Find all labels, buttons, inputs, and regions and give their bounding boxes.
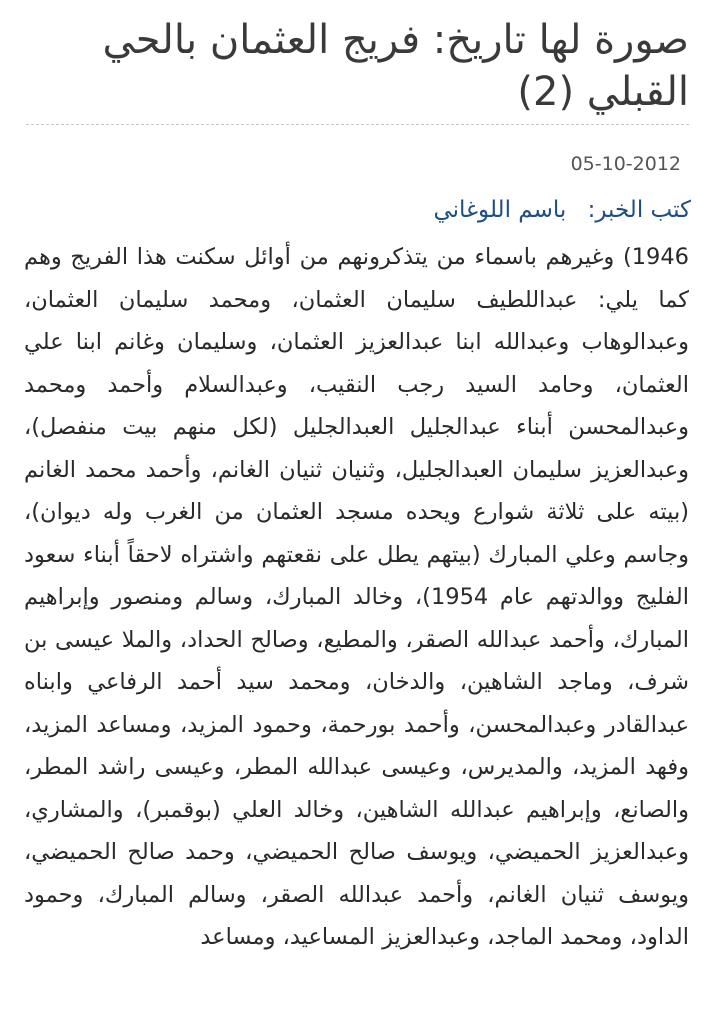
article-date: 05-10-2012 <box>570 153 681 175</box>
article-body: 1946) وغيرهم باسماء من يتذكرونهم من أوائل سكنت هذا الفريج وهم كما يلي: عبداللطيف سليمان العثمان، ومحمد سليمان العثمان، وعبدالوهاب وعبدالله ابنا عبدالعزيز العثمان، وسليمان وغانم ابنا علي العثمان، وحامد السيد رجب النقيب، وعبدالسلام وأحمد ومحمد وعبدالمحسن أبناء عبدالجليل العبدالجليل (لكل منهم بيت منفصل)، وعبدالعزيز سليمان العبدالجليل، وثنيان ثنيان الغانم، وأحمد محمد الغانم (بيته على ثلاثة شوارع ويحده مسجد العثمان من الغرب وله ديوان)، وجاسم وعلي المبارك (بيتهم يطل على نقعتهم واشتراه لاحقاً أبناء سعود الفليج ووالدتهم عام 1954)، وخالد المبارك، وسالم ومنصور وإبراهيم المبارك، وأحمد عبدالله الصقر، والمطيع، وصالح الحداد، والملا عيسى بن شرف، وماجد الشاهين، والدخان، ومحمد سيد أحمد الرفاعي وابناه عبدالقادر وعبدالمحسن، وأحمد بورحمة، وحمود المزيد، ومساعد المزيد، وفهد المزيد، والمديرس، وعيسى عبدالله المطر، وعيسى راشد المطر، والصانع، وإبراهيم عبدالله الشاهين، وخالد العلي (بوقمبر)، والمشاري، وعبدالعزيز الحميضي، ويوسف صالح الحميضي، وحمد صالح الحميضي، ويوسف ثنيان الغانم، وأحمد عبدالله الصقر، وسالم المبارك، وحمود الداود، ومحمد الماجد، وعبدالعزيز المساعيد، ومساعد <box>24 244 689 950</box>
author-label: كتب الخبر: <box>587 197 691 223</box>
author-name[interactable]: باسم اللوغاني <box>433 197 567 223</box>
title-divider <box>26 124 689 125</box>
author-line <box>433 197 691 223</box>
article-title: صورة لها تاريخ: فريج العثمان بالحي القبلي (2) <box>102 17 689 115</box>
